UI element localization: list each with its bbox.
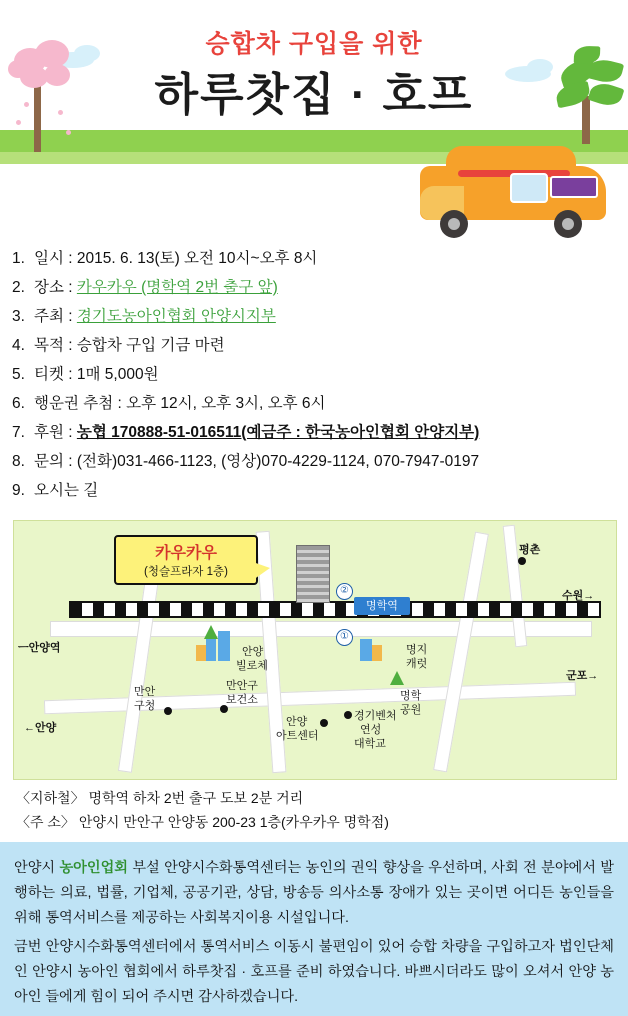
railway-line <box>69 601 601 618</box>
callout-title: 카우카우 <box>155 545 217 562</box>
location-map <box>13 520 617 780</box>
van-illustration <box>398 140 622 238</box>
header-banner <box>0 0 628 238</box>
list-item-label: 장소 : <box>34 279 73 296</box>
building-icon <box>296 545 330 603</box>
map-label: 보건소 <box>226 694 258 706</box>
map-dot <box>164 707 172 715</box>
list-item-label: 티켓 : <box>34 366 73 383</box>
list-item-label: 후원 : <box>34 424 73 441</box>
list-item <box>12 331 620 360</box>
list-item-number: 8. <box>12 453 25 470</box>
list-item-value: (전화)031-466-1123, (영상)070-4229-1124, 070-7947-0197 <box>76 453 480 470</box>
callout-pointer <box>250 561 270 582</box>
map-dot <box>320 719 328 727</box>
list-item-value: 1매 5,000원 <box>76 366 159 383</box>
map-label: 군포→ <box>566 670 599 682</box>
list-item-value: 승합차 구입 기금 마련 <box>76 337 225 354</box>
list-item-number: 9. <box>12 482 25 499</box>
note-p1-highlight: 농아인업회 <box>59 860 128 876</box>
map-label: 수원→ <box>562 590 595 602</box>
banner-subtitle: 승합차 구입을 위한 <box>205 30 423 58</box>
list-item-label: 목적 : <box>34 337 73 354</box>
tree-icon <box>390 671 404 685</box>
address-line: 〈주 소〉 안양시 만안구 안양동 200-23 1층(카우카우 명학점) <box>16 814 389 830</box>
note-p1-post: 부설 안양시수화통역센터는 농인의 권익 향상을 우선하며, 사회 전 분야에서 발행하는 의료, 법률, 기업체, 공공기관, 상담, 방송등 의사소통 장애가 있는 곳이면 어디든 농인들을 위해 통역서비스를 제공하는 사회복지이용 시설입니다. <box>14 860 614 926</box>
map-label: 아트센터 <box>276 730 319 742</box>
map-dot <box>518 557 526 565</box>
building-block-icon <box>196 645 206 661</box>
list-item-value: 농협 170888-51-016511(예금주 : 한국농아인협회 안양지부) <box>76 424 480 441</box>
list-item-number: 5. <box>12 366 25 383</box>
station-label-myeonghak: 명학역 <box>354 597 410 615</box>
map-label: 대학교 <box>354 738 386 750</box>
map-marker-exit-1: ① <box>336 629 353 646</box>
list-item <box>12 476 620 505</box>
list-item-number: 6. <box>12 395 25 412</box>
map-label: 빌로체 <box>236 660 268 672</box>
map-label: 안양 <box>242 646 264 658</box>
note-p1-pre: 안양시 <box>14 860 60 876</box>
list-item-value: 경기도농아인협회 안양시지부 <box>76 308 276 325</box>
note-paragraph-1 <box>14 856 614 931</box>
map-dot <box>344 711 352 719</box>
map-label: 안양 <box>286 716 308 728</box>
map-label: 평촌 <box>519 544 541 556</box>
list-item-number: 7. <box>12 424 25 441</box>
building-block-icon <box>206 639 216 661</box>
callout-subtitle: (청슬프라자 1층) <box>144 566 228 578</box>
map-road <box>44 682 576 715</box>
map-label: 명지 <box>406 644 428 656</box>
map-label: 공원 <box>400 704 422 716</box>
list-item-value: 카우카우 (명학역 2번 출구 앞) <box>76 279 278 296</box>
list-item <box>12 244 620 273</box>
map-label: ←안양 <box>24 722 57 734</box>
map-label: 명학 <box>400 690 422 702</box>
map-marker-exit-2: ② <box>336 583 353 600</box>
map-label: 만안 <box>134 686 156 698</box>
tree-icon <box>204 625 218 639</box>
list-item-label: 문의 : <box>34 453 73 470</box>
list-item-label: 주최 : <box>34 308 73 325</box>
list-item-label: 일시 : <box>34 250 73 267</box>
event-detail-list <box>12 244 620 505</box>
subway-directions: 〈지하철〉 명학역 하차 2번 출구 도보 2분 거리 <box>16 790 304 806</box>
map-label: 구청 <box>134 700 156 712</box>
banner-title: 하루찻집 · 호프 <box>154 69 474 120</box>
list-item <box>12 302 620 331</box>
list-item-number: 1. <box>12 250 25 267</box>
list-item-label: 행운권 추첨 : <box>34 395 122 412</box>
map-road <box>433 532 489 773</box>
map-road <box>50 621 592 637</box>
building-block-icon <box>360 639 372 661</box>
map-label: ㅡ안양역 <box>18 642 61 654</box>
footer-note <box>0 842 628 1016</box>
building-block-icon <box>218 631 230 661</box>
list-item <box>12 418 620 447</box>
list-item-value: 오후 12시, 오후 3시, 오후 6시 <box>126 395 326 412</box>
list-item <box>12 389 620 418</box>
list-item <box>12 360 620 389</box>
map-label: 연성 <box>360 724 382 736</box>
list-item <box>12 273 620 302</box>
list-item-number: 3. <box>12 308 25 325</box>
list-item-value: 2015. 6. 13(토) 오전 10시~오후 8시 <box>76 250 318 267</box>
map-label: 경기벤처 <box>354 710 397 722</box>
list-item-number: 4. <box>12 337 25 354</box>
map-label: 만안구 <box>226 680 258 692</box>
list-item-number: 2. <box>12 279 25 296</box>
map-label: 캐럿 <box>406 658 428 670</box>
list-item-label: 오시는 길 <box>34 482 99 499</box>
list-item <box>12 447 620 476</box>
note-paragraph-2: 금번 안양시수화통역센터에서 통역서비스 이동시 불편임이 있어 승합 차량을 구입하고자 법인단체인 안양시 농아인 협회에서 하루찻집 · 호프를 준비 하였습니다. 바쁘시더라도 많이 오셔서 안양 농아인 들에게 힘이 되어 주시면 감사하겠습니다. <box>14 939 614 1005</box>
building-block-icon <box>372 645 382 661</box>
map-callout <box>114 535 258 585</box>
